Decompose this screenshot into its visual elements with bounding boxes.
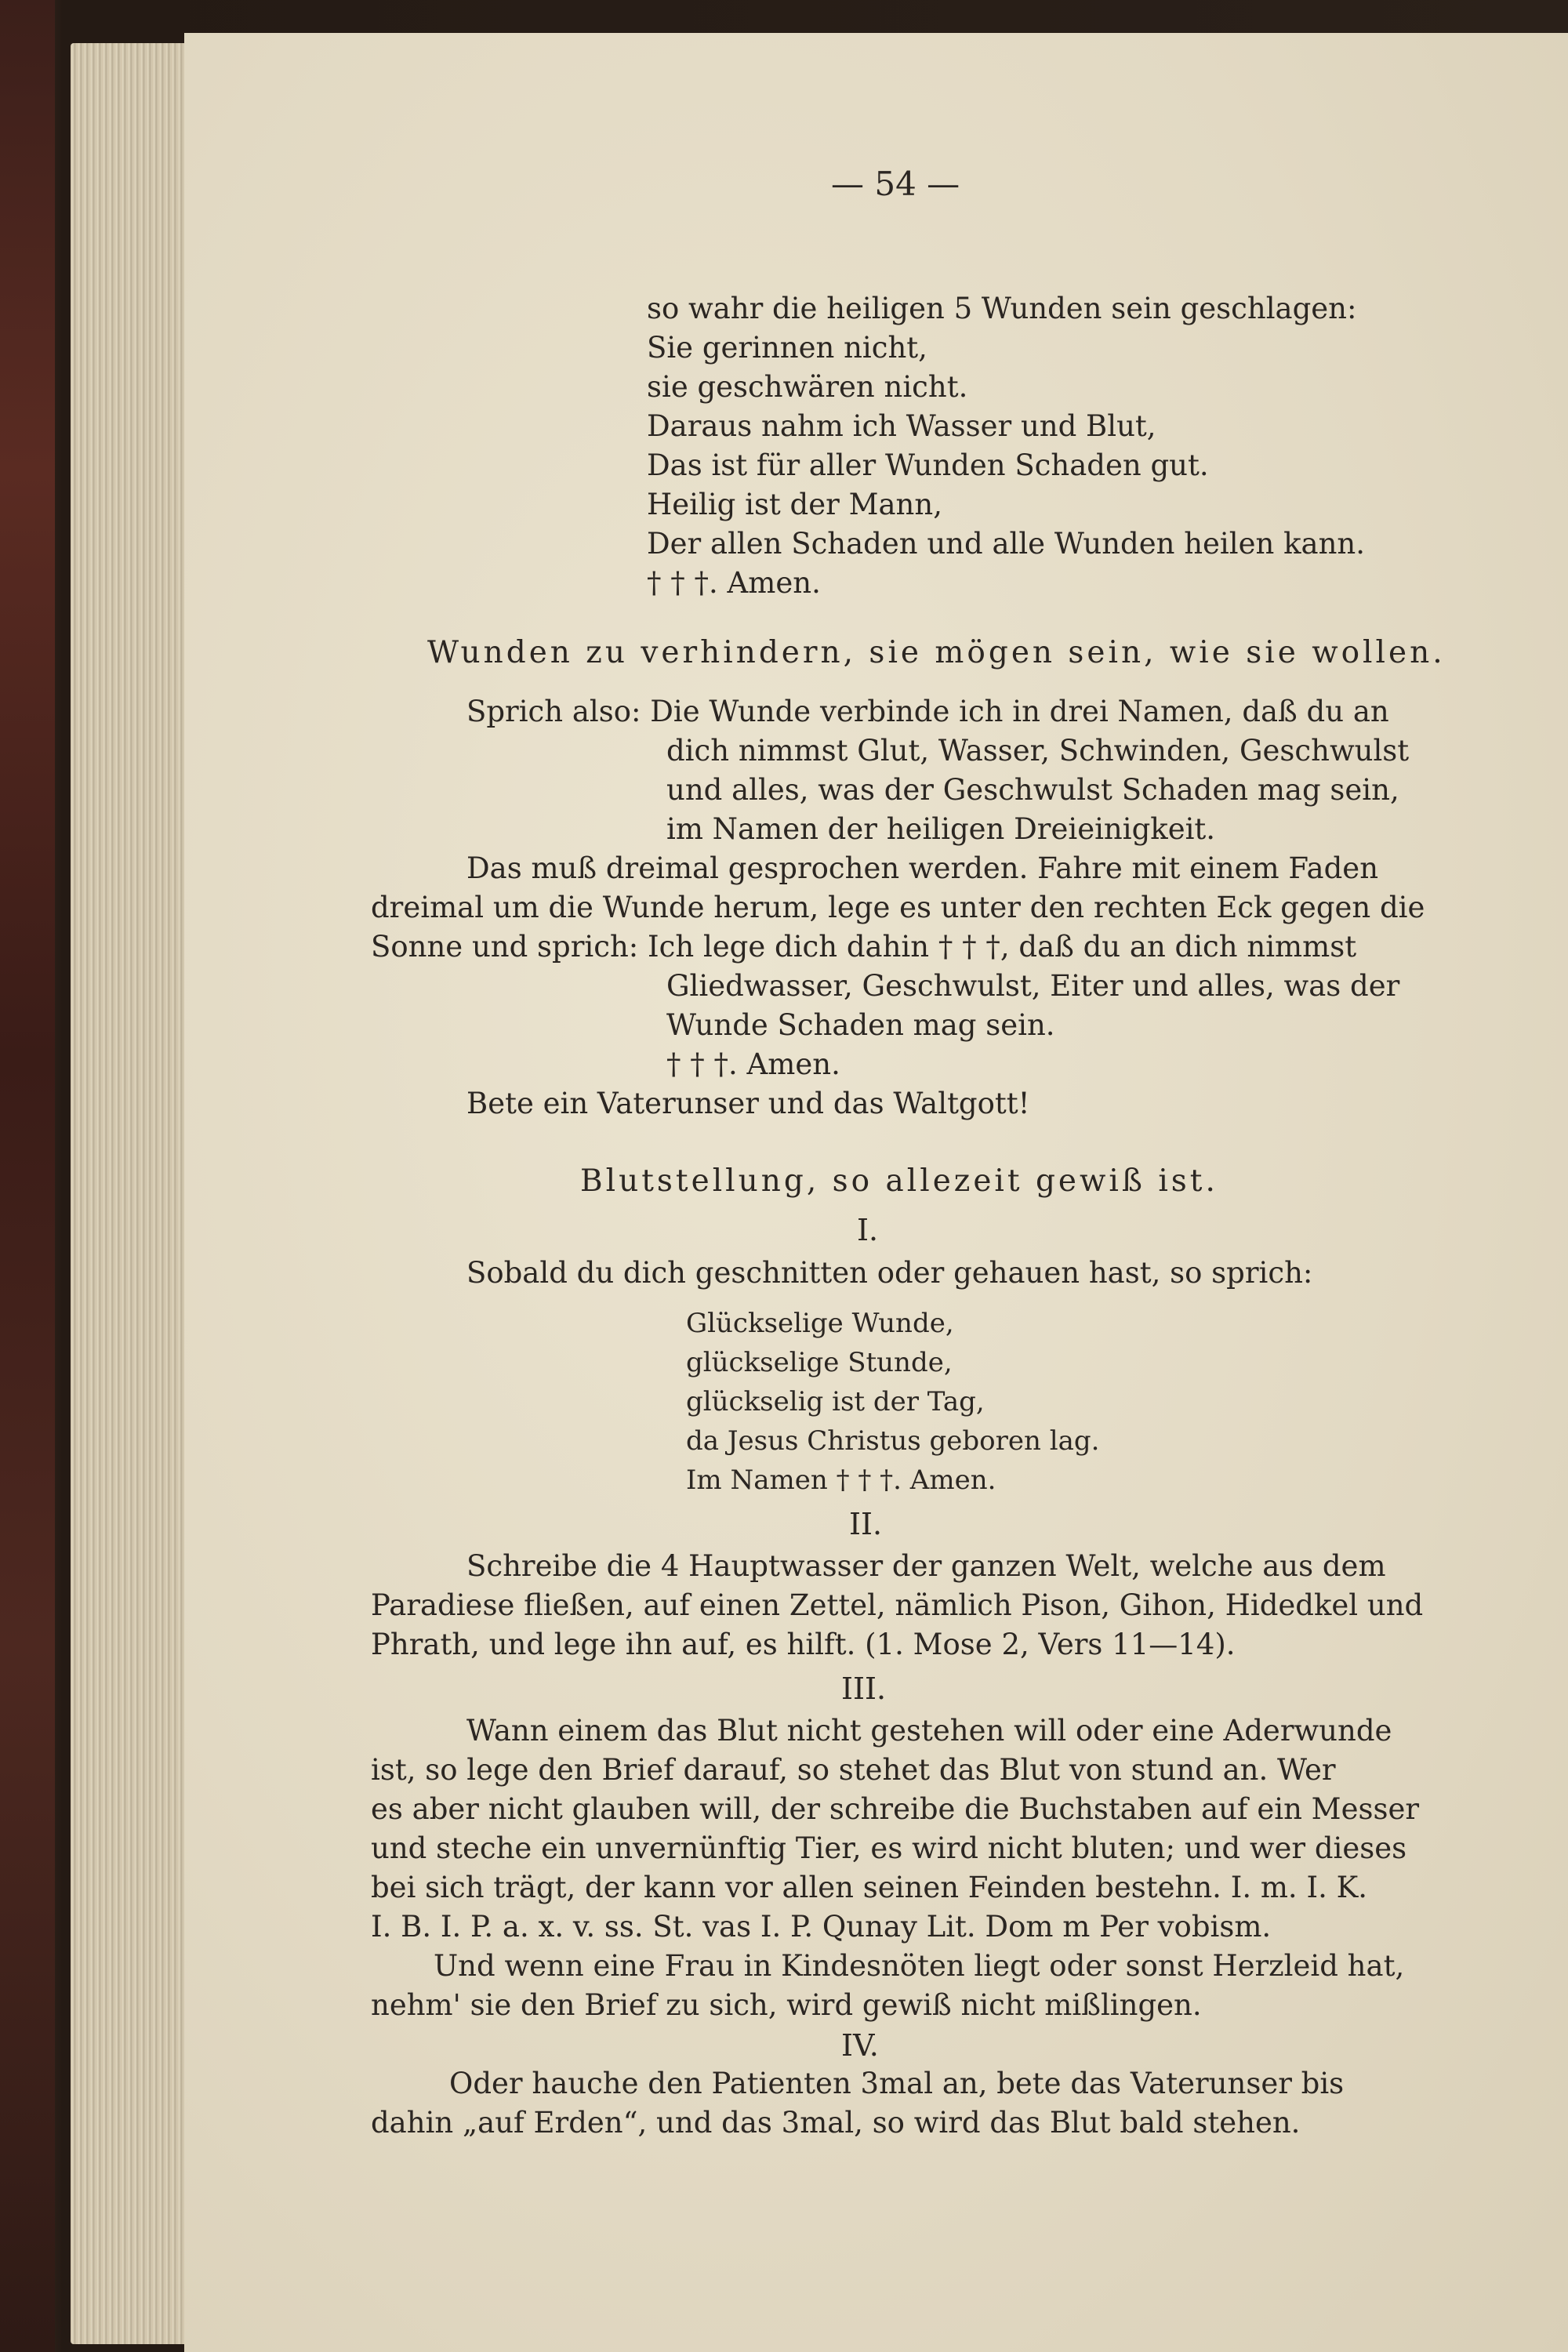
- paragraph-line: dahin „auf Erden“, und das 3mal, so wird das Blut bald stehen.: [371, 2106, 1301, 2140]
- paragraph-line: I. B. I. P. a. x. v. ss. St. vas I. P. Qunay Lit. Dom m Per vobism.: [371, 1910, 1272, 1944]
- verse-line: Sie gerinnen nicht,: [647, 331, 927, 365]
- page-number: — 54 —: [831, 165, 960, 203]
- verse-line: Der allen Schaden und alle Wunden heilen kann.: [647, 527, 1365, 561]
- paragraph-line: Schreibe die 4 Hauptwasser der ganzen Welt, welche aus dem: [466, 1549, 1386, 1583]
- roman-numeral: I.: [857, 1213, 879, 1247]
- verse-line: da Jesus Christus geboren lag.: [686, 1425, 1100, 1457]
- paragraph-line: nehm' sie den Brief zu sich, wird gewiß nicht mißlingen.: [371, 1988, 1202, 2022]
- paragraph-line: Wunde Schaden mag sein.: [666, 1008, 1055, 1042]
- verse-line: glückselige Stunde,: [686, 1347, 953, 1378]
- verse-line: so wahr die heiligen 5 Wunden sein geschlagen:: [647, 292, 1357, 325]
- verse-line: † † †. Amen.: [647, 566, 821, 600]
- roman-numeral: III.: [841, 1671, 887, 1706]
- paragraph-line: ist, so lege den Brief darauf, so stehet das Blut von stund an. Wer: [371, 1753, 1336, 1787]
- paragraph-line: Sonne und sprich: Ich lege dich dahin † † †, daß du an dich nimmst: [371, 930, 1357, 964]
- paragraph-line: Paradiese fließen, auf einen Zettel, nämlich Pison, Gihon, Hidedkel und: [371, 1588, 1424, 1622]
- paragraph-line: dreimal um die Wunde herum, lege es unter den rechten Eck gegen die: [371, 891, 1425, 924]
- paragraph-line: Wann einem das Blut nicht gestehen will oder eine Aderwunde: [466, 1714, 1392, 1748]
- verse-line: Im Namen † † †. Amen.: [686, 1465, 996, 1496]
- verse-line: Glückselige Wunde,: [686, 1308, 954, 1339]
- roman-numeral: II.: [849, 1507, 883, 1541]
- section-heading: Wunden zu verhindern, sie mögen sein, wie sie wollen.: [427, 635, 1446, 670]
- book-cover-edge: [0, 0, 55, 2352]
- page-stack-edge: [71, 43, 196, 2344]
- book-page: [184, 33, 1568, 2352]
- verse-line: Daraus nahm ich Wasser und Blut,: [647, 409, 1156, 443]
- paragraph-line: dich nimmst Glut, Wasser, Schwinden, Geschwulst: [666, 734, 1410, 768]
- page-content: [184, 33, 1568, 2352]
- verse-line: sie geschwären nicht.: [647, 370, 968, 404]
- paragraph-line: im Namen der heiligen Dreieinigkeit.: [666, 812, 1216, 846]
- verse-line: Heilig ist der Mann,: [647, 488, 942, 521]
- verse-line: Das ist für aller Wunden Schaden gut.: [647, 448, 1209, 482]
- paragraph-line: es aber nicht glauben will, der schreibe die Buchstaben auf ein Messer: [371, 1792, 1420, 1826]
- paragraph-line: † † †. Amen.: [666, 1047, 840, 1081]
- paragraph-line: und alles, was der Geschwulst Schaden mag sein,: [666, 773, 1399, 807]
- paragraph-line: Das muß dreimal gesprochen werden. Fahre mit einem Faden: [466, 851, 1379, 885]
- verse-line: glückselig ist der Tag,: [686, 1386, 985, 1417]
- paragraph-line: und steche ein unvernünftig Tier, es wird nicht bluten; und wer dieses: [371, 1831, 1407, 1865]
- paragraph-line: Bete ein Vaterunser und das Waltgott!: [466, 1087, 1030, 1120]
- section-heading: Blutstellung, so allezeit gewiß ist.: [580, 1163, 1218, 1199]
- paragraph-line: Sobald du dich geschnitten oder gehauen hast, so sprich:: [466, 1256, 1313, 1290]
- paragraph-line: Oder hauche den Patienten 3mal an, bete das Vaterunser bis: [449, 2067, 1345, 2100]
- paragraph-line: Gliedwasser, Geschwulst, Eiter und alles, was der: [666, 969, 1400, 1003]
- roman-numeral: IV.: [841, 2028, 879, 2063]
- paragraph-line: bei sich trägt, der kann vor allen seinen Feinden bestehn. I. m. I. K.: [371, 1871, 1367, 1904]
- paragraph-line: Sprich also: Die Wunde verbinde ich in drei Namen, daß du an: [466, 695, 1389, 728]
- paragraph-line: Und wenn eine Frau in Kindesnöten liegt oder sonst Herzleid hat,: [434, 1949, 1405, 1983]
- paragraph-line: Phrath, und lege ihn auf, es hilft. (1. Mose 2, Vers 11—14).: [371, 1628, 1236, 1661]
